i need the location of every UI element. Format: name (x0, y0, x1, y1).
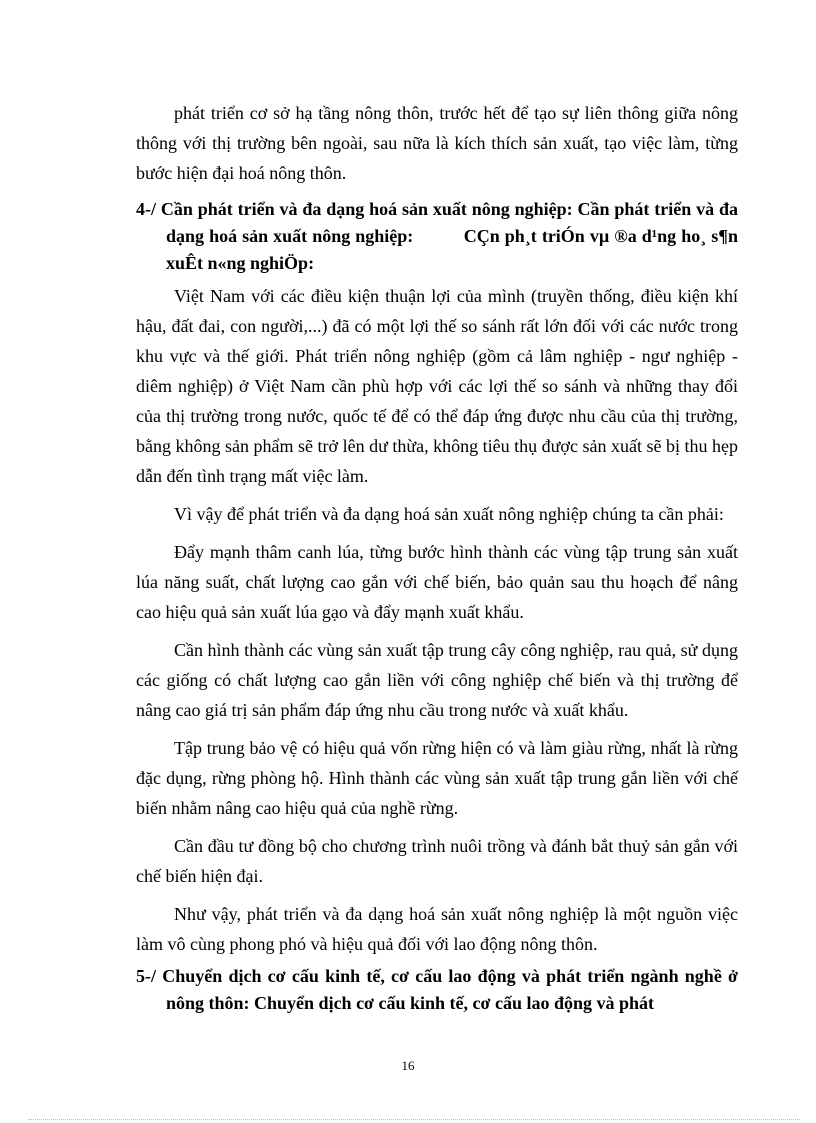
section-heading-4 (136, 196, 738, 277)
section-heading-4-text: 4-/ Cần phát triển và đa dạng hoá sản xuất nông nghiệp: Cần phát triển và đa dạng hoá sản xuất nông nghiệp: (136, 199, 738, 246)
body-paragraph: Cần hình thành các vùng sản xuất tập trung cây công nghiệp, rau quả, sử dụng các giống có chất lượng cao gắn liền với công nghiệp chế biến và thị trường để nâng cao giá trị sản phẩm đáp ứng nhu cầu trong nước và xuất khẩu. (136, 640, 738, 720)
section-heading-4-garbled-text: CÇn ph¸t triÓn vµ ®a d¹ng ho¸ s¶n xuÊt n«ng nghiÖp: (166, 226, 738, 273)
body-paragraph: Đẩy mạnh thâm canh lúa, từng bước hình thành các vùng tập trung sản xuất lúa năng suất, chất lượng cao gắn với chế biến, bảo quản sau thu hoạch để nâng cao hiệu quả sản xuất lúa gạo và đẩy mạnh xuất khẩu. (136, 542, 738, 622)
page-number: 16 (401, 1058, 415, 1073)
page-content (136, 98, 738, 1017)
body-paragraph-continuation: phát triển cơ sở hạ tầng nông thôn, trước hết để tạo sự liên thông giữa nông thông với thị trường bên ngoài, sau nữa là kích thích sản xuất, tạo việc làm, từng bước hiện đại hoá nông thôn. (136, 103, 738, 183)
body-paragraph: Tập trung bảo vệ có hiệu quả vốn rừng hiện có và làm giàu rừng, nhất là rừng đặc dụng, rừng phòng hộ. Hình thành các vùng sản xuất tập trung gắn liền với chế biến nhằm nâng cao hiệu quả của nghề rừng. (136, 738, 738, 818)
body-paragraph: Vì vậy để phát triển và đa dạng hoá sản xuất nông nghiệp chúng ta cần phải: (174, 504, 724, 524)
body-paragraph: Như vậy, phát triển và đa dạng hoá sản xuất nông nghiệp là một nguồn việc làm vô cùng phong phó và hiệu quả đối với lao động nông thôn. (136, 904, 738, 954)
body-paragraph: Việt Nam với các điều kiện thuận lợi của mình (truyền thống, điều kiện khí hậu, đất đai, con người,...) đã có một lợi thế so sánh rất lớn đối với các nước trong khu vực và thế giới. Phát triển nông nghiệp (gồm cả lâm nghiệp - ngư nghiệp - diêm nghiệp) ở Việt Nam cần phù hợp với các lợi thế so sánh và những thay đổi của thị trường trong nước, quốc tế để có thể đáp ứng được nhu cầu của thị trường, bằng không sản phẩm sẽ trở lên dư thừa, không tiêu thụ được sản xuất sẽ bị thu hẹp dẫn đến tình trạng mất việc làm. (136, 286, 738, 486)
page-bottom-divider (28, 1119, 800, 1120)
body-paragraph: Cần đầu tư đồng bộ cho chương trình nuôi trồng và đánh bắt thuỷ sản gắn với chế biến hiện đại. (136, 836, 738, 886)
section-heading-5: 5-/ Chuyển dịch cơ cấu kinh tế, cơ cấu lao động và phát triển ngành nghề ở nông thôn: Chuyển dịch cơ cấu kinh tế, cơ cấu lao động và phát (136, 966, 738, 1013)
